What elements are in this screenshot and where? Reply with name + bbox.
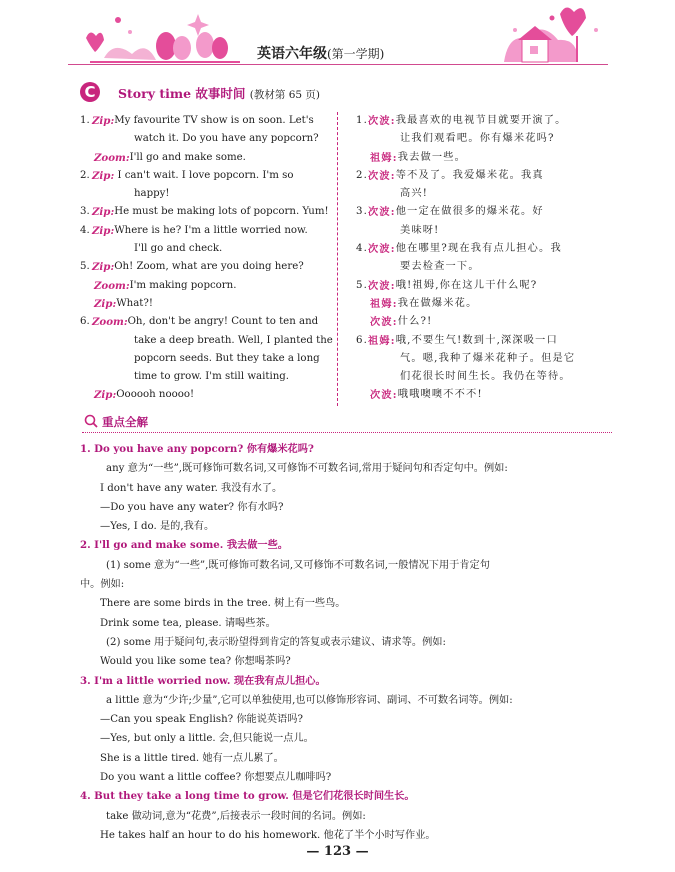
story-text: Oh! Zoom, what are you doing here? — [114, 261, 304, 273]
section-title: Story time 故事时间 (教材第 65 页) — [118, 86, 320, 101]
story-text: take a deep breath. Well, I planted the — [134, 334, 333, 346]
story-line — [356, 240, 612, 258]
header-decoration-icon — [0, 0, 675, 80]
story-text: I'll go and check. — [134, 243, 223, 255]
story-text: Oh, don't be angry! Count to ten and — [127, 316, 319, 328]
key-point-text: (1) some 意为“一些”,既可修饰可数名词,又可修饰不可数名词,一般情况下用于肯定句 — [106, 559, 490, 571]
speaker-name: 祖姆 — [370, 151, 393, 164]
speaker-separator: : — [110, 115, 115, 127]
story-text: 哦哦噢噢不不不! — [397, 389, 483, 401]
story-text: 哦,不要生气!数到十,深深吸一口 — [395, 334, 558, 346]
story-line — [80, 149, 326, 167]
story-line — [80, 112, 326, 130]
story-line — [80, 386, 326, 404]
page-number: — 123 — — [306, 844, 369, 859]
line-number: 1. — [356, 115, 369, 126]
key-point-heading: 3. I'm a little worried now. 现在我有点儿担心。 — [80, 674, 326, 687]
story-text: 什么?! — [397, 316, 433, 328]
key-point-text: —Do you have any water? 你有水吗? — [100, 501, 284, 513]
line-number — [80, 295, 94, 313]
line-number: 4. — [356, 243, 369, 255]
line-number: 5. — [80, 261, 90, 273]
speaker-name: 次波 — [368, 206, 391, 219]
story-text: 等不及了。我爱爆米花。我真 — [395, 169, 544, 181]
line-number — [356, 149, 370, 167]
story-line — [356, 222, 612, 240]
speaker-name: Zip — [92, 206, 111, 219]
speaker-name: Zoom — [94, 151, 126, 164]
key-point-text: any 意为“一些”,既可修饰可数名词,又可修饰不可数名词,常用于疑问句和否定句中。例如: — [106, 463, 508, 475]
speaker-name: 次波 — [368, 279, 391, 292]
story-line — [80, 185, 326, 203]
line-number — [80, 386, 94, 404]
speaker-separator: : — [392, 389, 398, 402]
story-text: My favourite TV show is on soon. Let's — [114, 115, 314, 126]
speaker-separator: : — [110, 261, 115, 274]
speaker-name: 次波 — [370, 389, 393, 402]
speaker-separator: : — [390, 279, 396, 292]
key-point-text: take 做动词,意为“花费”,后接表示一段时间的名词。例如: — [106, 810, 366, 822]
speaker-name: Zip — [92, 115, 111, 127]
story-text: 哦!祖姆,你在这儿干什么呢? — [395, 279, 538, 291]
key-point-text: I don't have any water. 我没有水了。 — [100, 482, 283, 494]
speaker-name: Zip — [92, 261, 111, 274]
story-text: happy! — [134, 188, 170, 200]
story-line — [356, 130, 612, 148]
line-number: 1. — [80, 115, 90, 126]
line-number: 4. — [80, 224, 90, 236]
line-number — [80, 277, 94, 295]
story-line — [80, 313, 326, 331]
story-text: watch it. Do you have any popcorn? — [134, 133, 319, 145]
story-text: 他在哪里?现在我有点儿担心。我 — [395, 243, 562, 255]
line-number: 2. — [80, 169, 90, 181]
speaker-separator: : — [110, 224, 115, 237]
line-number — [356, 313, 370, 331]
story-line — [356, 332, 612, 350]
story-line — [356, 149, 612, 167]
section-c-icon: C — [80, 82, 100, 102]
key-point-text: a little 意为“少许;少量”,它可以单独使用,也可以修饰形容词、副词、不可数名词等。例如: — [106, 694, 513, 706]
key-point-text: —Yes, I do. 是的,我有。 — [100, 521, 215, 533]
speaker-separator: : — [125, 151, 130, 164]
story-text: What?! — [116, 297, 153, 309]
speaker-name: Zoom — [92, 316, 124, 329]
story-line — [356, 277, 612, 295]
story-line — [80, 277, 326, 295]
story-line — [80, 295, 326, 313]
key-point-text: Would you like some tea? 你想喝茶吗? — [100, 656, 291, 668]
story-text: Where is he? I'm a little worried now. — [114, 224, 308, 236]
line-number: 3. — [80, 206, 90, 218]
story-text: 美味呀! — [400, 224, 440, 236]
story-line — [80, 368, 326, 386]
key-point-heading: 1. Do you have any popcorn? 你有爆米花吗? — [80, 443, 314, 455]
story-line — [80, 332, 333, 350]
speaker-separator: : — [392, 316, 398, 329]
line-number: 6. — [356, 334, 369, 346]
key-point-text: —Can you speak English? 你能说英语吗? — [100, 714, 303, 726]
story-text: popcorn seeds. But they take a long — [134, 352, 320, 364]
speaker-name: 次波 — [368, 243, 391, 256]
story-text: He must be making lots of popcorn. Yum! — [114, 206, 329, 218]
story-text: 我最喜欢的电视节目就要开演了。 — [395, 115, 567, 126]
line-number: 3. — [356, 206, 369, 218]
story-text: 让我们观看吧。你有爆米花吗? — [400, 133, 555, 145]
story-line — [356, 295, 612, 313]
speaker-name: Zip — [94, 389, 113, 402]
key-point-text: 中。例如: — [80, 579, 125, 591]
story-line — [80, 258, 326, 276]
story-line — [356, 112, 612, 130]
story-english-column — [80, 112, 333, 405]
story-text: I can't wait. I love popcorn. I'm so — [114, 169, 294, 181]
speaker-name: Zip — [94, 297, 113, 310]
book-title: 英语六年级(第一学期) — [257, 46, 385, 62]
speaker-separator: : — [390, 334, 396, 347]
speaker-separator: : — [112, 297, 117, 310]
speaker-name: 次波 — [368, 115, 391, 127]
story-line — [356, 368, 612, 386]
story-line — [356, 350, 612, 368]
page-header — [0, 0, 675, 80]
key-point-text: —Yes, but only a little. 会,但只能说一点儿。 — [100, 733, 314, 745]
key-point-text: He takes half an hour to do his homework. 他花了半个小时写作业。 — [100, 829, 436, 841]
key-points-body — [80, 440, 615, 845]
speaker-separator: : — [390, 206, 396, 219]
story-line — [356, 203, 612, 221]
story-line — [80, 240, 326, 258]
story-text: I'm making popcorn. — [129, 279, 237, 291]
key-points-rule — [82, 432, 612, 434]
speaker-separator: : — [123, 316, 128, 329]
speaker-separator: : — [390, 169, 396, 182]
speaker-separator: : — [110, 206, 115, 219]
story-line — [356, 313, 612, 331]
speaker-name: 祖姆 — [370, 297, 393, 310]
speaker-name: Zip — [92, 169, 111, 182]
story-text: 我在做爆米花。 — [397, 297, 478, 309]
speaker-separator: : — [392, 151, 398, 164]
header-rule — [68, 64, 608, 65]
speaker-name: 次波 — [370, 316, 393, 329]
story-line — [80, 203, 329, 221]
story-line — [80, 350, 326, 368]
line-number — [80, 149, 94, 167]
story-text: 气。嗯,我种了爆米花种子。但是它 — [400, 352, 576, 364]
column-divider — [337, 112, 339, 406]
line-number — [356, 386, 370, 404]
line-number: 2. — [356, 169, 369, 181]
story-line — [80, 167, 326, 185]
story-line — [80, 130, 326, 148]
story-line — [356, 386, 612, 404]
story-line — [356, 185, 612, 203]
speaker-separator: : — [392, 297, 398, 310]
speaker-name: Zoom — [94, 279, 126, 292]
story-line — [80, 222, 326, 240]
key-points-title: 重点全解 — [102, 415, 148, 429]
story-text: I'll go and make some. — [129, 151, 246, 163]
story-text: 我去做一些。 — [397, 151, 467, 163]
speaker-separator: : — [110, 169, 115, 182]
story-line — [356, 258, 612, 276]
story-text: time to grow. I'm still waiting. — [134, 371, 290, 383]
key-point-heading: 4. But they take a long time to grow. 但是它们花很长时间生长。 — [80, 790, 415, 803]
story-chinese-column — [356, 112, 612, 405]
line-number: 6. — [80, 316, 90, 328]
key-point-text: (2) some 用于疑问句,表示盼望得到肯定的答复或表示建议、请求等。例如: — [106, 636, 446, 648]
speaker-separator: : — [390, 243, 396, 256]
key-point-heading: 2. I'll go and make some. 我去做一些。 — [80, 539, 288, 552]
key-point-text: She is a little tired. 她有一点儿累了。 — [100, 752, 284, 764]
key-point-text: There are some birds in the tree. 树上有一些鸟。 — [100, 598, 346, 610]
magnifier-icon — [84, 414, 98, 428]
speaker-separator: : — [125, 279, 130, 292]
story-text: 他一定在做很多的爆米花。好 — [395, 206, 544, 218]
speaker-name: 祖姆 — [368, 334, 391, 347]
key-point-text: Do you want a little coffee? 你想要点儿咖啡吗? — [100, 772, 332, 784]
line-number: 5. — [356, 279, 369, 291]
line-number — [356, 295, 370, 313]
story-text: Oooooh noooo! — [116, 389, 195, 401]
story-line — [356, 167, 612, 185]
story-text: 们花很长时间生长。我仍在等待。 — [400, 371, 571, 383]
story-text: 要去检查一下。 — [400, 261, 480, 273]
story-text: 高兴! — [400, 188, 429, 200]
speaker-separator: : — [390, 115, 396, 127]
speaker-separator: : — [112, 389, 117, 402]
key-point-text: Drink some tea, please. 请喝些茶。 — [100, 617, 276, 629]
speaker-name: 次波 — [368, 169, 391, 182]
speaker-name: Zip — [92, 224, 111, 237]
